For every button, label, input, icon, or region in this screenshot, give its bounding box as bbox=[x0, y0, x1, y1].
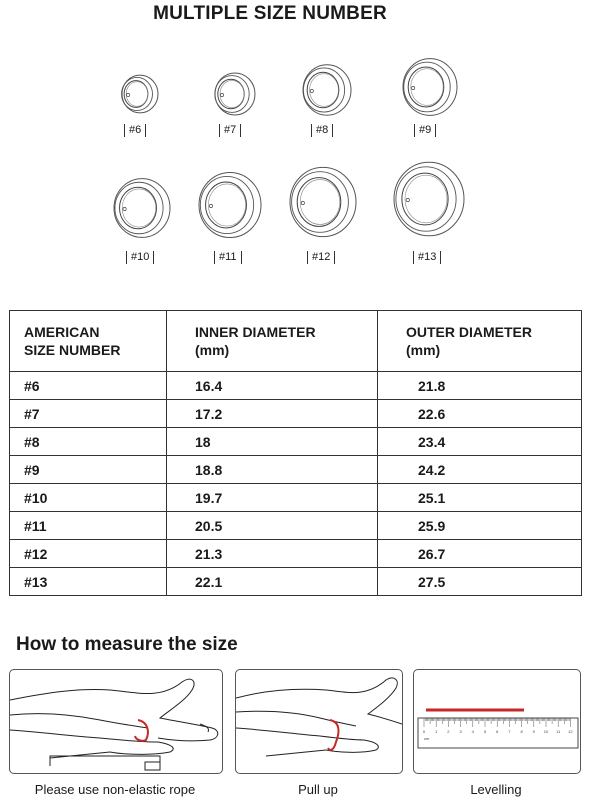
cell-inner-diameter: 20.5 bbox=[167, 512, 378, 540]
ruler-tick-label: 1 bbox=[435, 729, 438, 734]
ring-size-label: #11 bbox=[214, 251, 242, 264]
ring-icon bbox=[115, 71, 161, 117]
ring-size-label: #7 bbox=[219, 124, 241, 137]
ring-icon bbox=[296, 61, 354, 119]
size-table bbox=[9, 310, 582, 596]
ruler-tick-label: 9 bbox=[532, 729, 535, 734]
ruler-tick-label: 8 bbox=[520, 729, 523, 734]
table-row bbox=[10, 456, 582, 484]
table-row bbox=[10, 428, 582, 456]
cell-outer-diameter: 25.9 bbox=[378, 512, 582, 540]
cell-size-number: #12 bbox=[10, 540, 167, 568]
ruler-tick-label: 5 bbox=[483, 729, 487, 734]
ring-11 bbox=[192, 169, 264, 241]
cell-inner-diameter: 21.3 bbox=[167, 540, 378, 568]
ring-icon bbox=[208, 69, 258, 119]
ruler-tick-label: 0 bbox=[422, 729, 426, 734]
ruler-icon bbox=[414, 670, 580, 773]
caption-step-1: Please use non-elastic rope bbox=[34, 782, 196, 797]
hand-with-rope-icon bbox=[10, 670, 222, 773]
step-panel-ruler bbox=[413, 669, 581, 774]
table-row bbox=[10, 484, 582, 512]
cell-inner-diameter: 19.7 bbox=[167, 484, 378, 512]
table-row bbox=[10, 512, 582, 540]
ring-icon bbox=[396, 55, 460, 119]
page-title: MULTIPLE SIZE NUMBER bbox=[153, 3, 387, 24]
ring-7 bbox=[208, 69, 258, 119]
cell-size-number: #8 bbox=[10, 428, 167, 456]
step-panel-rope bbox=[9, 669, 223, 774]
ruler-tick-label: 11 bbox=[556, 729, 561, 734]
cell-outer-diameter: 23.4 bbox=[378, 428, 582, 456]
ring-size-label: #10 bbox=[126, 251, 154, 264]
ring-size-label: #8 bbox=[311, 124, 333, 137]
ring-icon bbox=[192, 169, 264, 241]
header-inner-diameter: INNER DIAMETER (mm) bbox=[167, 311, 378, 372]
cell-outer-diameter: 27.5 bbox=[378, 568, 582, 596]
table-row bbox=[10, 372, 582, 400]
rope-mark bbox=[135, 720, 148, 741]
ring-size-label: #12 bbox=[307, 251, 335, 264]
cell-size-number: #13 bbox=[10, 568, 167, 596]
ruler-tick-label: 3 bbox=[459, 729, 462, 734]
cell-inner-diameter: 22.1 bbox=[167, 568, 378, 596]
table-row bbox=[10, 400, 582, 428]
ruler-tick-label: 7 bbox=[508, 729, 511, 734]
rope-mark bbox=[328, 720, 338, 750]
howto-heading: How to measure the size bbox=[16, 634, 238, 655]
ring-12 bbox=[283, 164, 359, 240]
cell-size-number: #9 bbox=[10, 456, 167, 484]
ring-size-label: #13 bbox=[413, 251, 441, 264]
ruler-tick-label: 6 bbox=[496, 729, 499, 734]
cell-outer-diameter: 22.6 bbox=[378, 400, 582, 428]
cell-outer-diameter: 24.2 bbox=[378, 456, 582, 484]
cell-inner-diameter: 16.4 bbox=[167, 372, 378, 400]
cell-size-number: #10 bbox=[10, 484, 167, 512]
step-panel-pull bbox=[235, 669, 403, 774]
ring-icon bbox=[387, 159, 467, 239]
cell-inner-diameter: 18 bbox=[167, 428, 378, 456]
ring-size-label: #9 bbox=[414, 124, 436, 137]
ring-icon bbox=[283, 164, 359, 240]
ruler-tick-label: 12 bbox=[568, 729, 573, 734]
ring-13 bbox=[387, 159, 467, 239]
ruler-tick-label: 2 bbox=[447, 729, 450, 734]
ring-icon bbox=[107, 175, 173, 241]
header-american-size: AMERICAN SIZE NUMBER bbox=[10, 311, 167, 372]
ruler-tick-label: 4 bbox=[471, 729, 474, 734]
ring-6 bbox=[115, 71, 161, 117]
header-outer-diameter: OUTER DIAMETER (mm) bbox=[378, 311, 582, 372]
cell-inner-diameter: 17.2 bbox=[167, 400, 378, 428]
hand-pull-rope-icon bbox=[236, 670, 402, 773]
ring-9 bbox=[396, 55, 460, 119]
cell-outer-diameter: 21.8 bbox=[378, 372, 582, 400]
caption-step-3: Levelling bbox=[470, 782, 522, 797]
cell-size-number: #7 bbox=[10, 400, 167, 428]
ruler-tick-label: 10 bbox=[543, 729, 549, 734]
ring-10 bbox=[107, 175, 173, 241]
ruler-unit-label: cm bbox=[424, 736, 430, 741]
cell-outer-diameter: 25.1 bbox=[378, 484, 582, 512]
caption-step-2: Pull up bbox=[298, 782, 338, 797]
cell-size-number: #6 bbox=[10, 372, 167, 400]
table-row bbox=[10, 540, 582, 568]
cell-inner-diameter: 18.8 bbox=[167, 456, 378, 484]
table-row bbox=[10, 568, 582, 596]
ring-size-illustrations bbox=[0, 0, 589, 290]
ring-8 bbox=[296, 61, 354, 119]
cell-size-number: #11 bbox=[10, 512, 167, 540]
ring-size-label: #6 bbox=[124, 124, 146, 137]
cell-outer-diameter: 26.7 bbox=[378, 540, 582, 568]
table-header-row bbox=[10, 311, 582, 372]
